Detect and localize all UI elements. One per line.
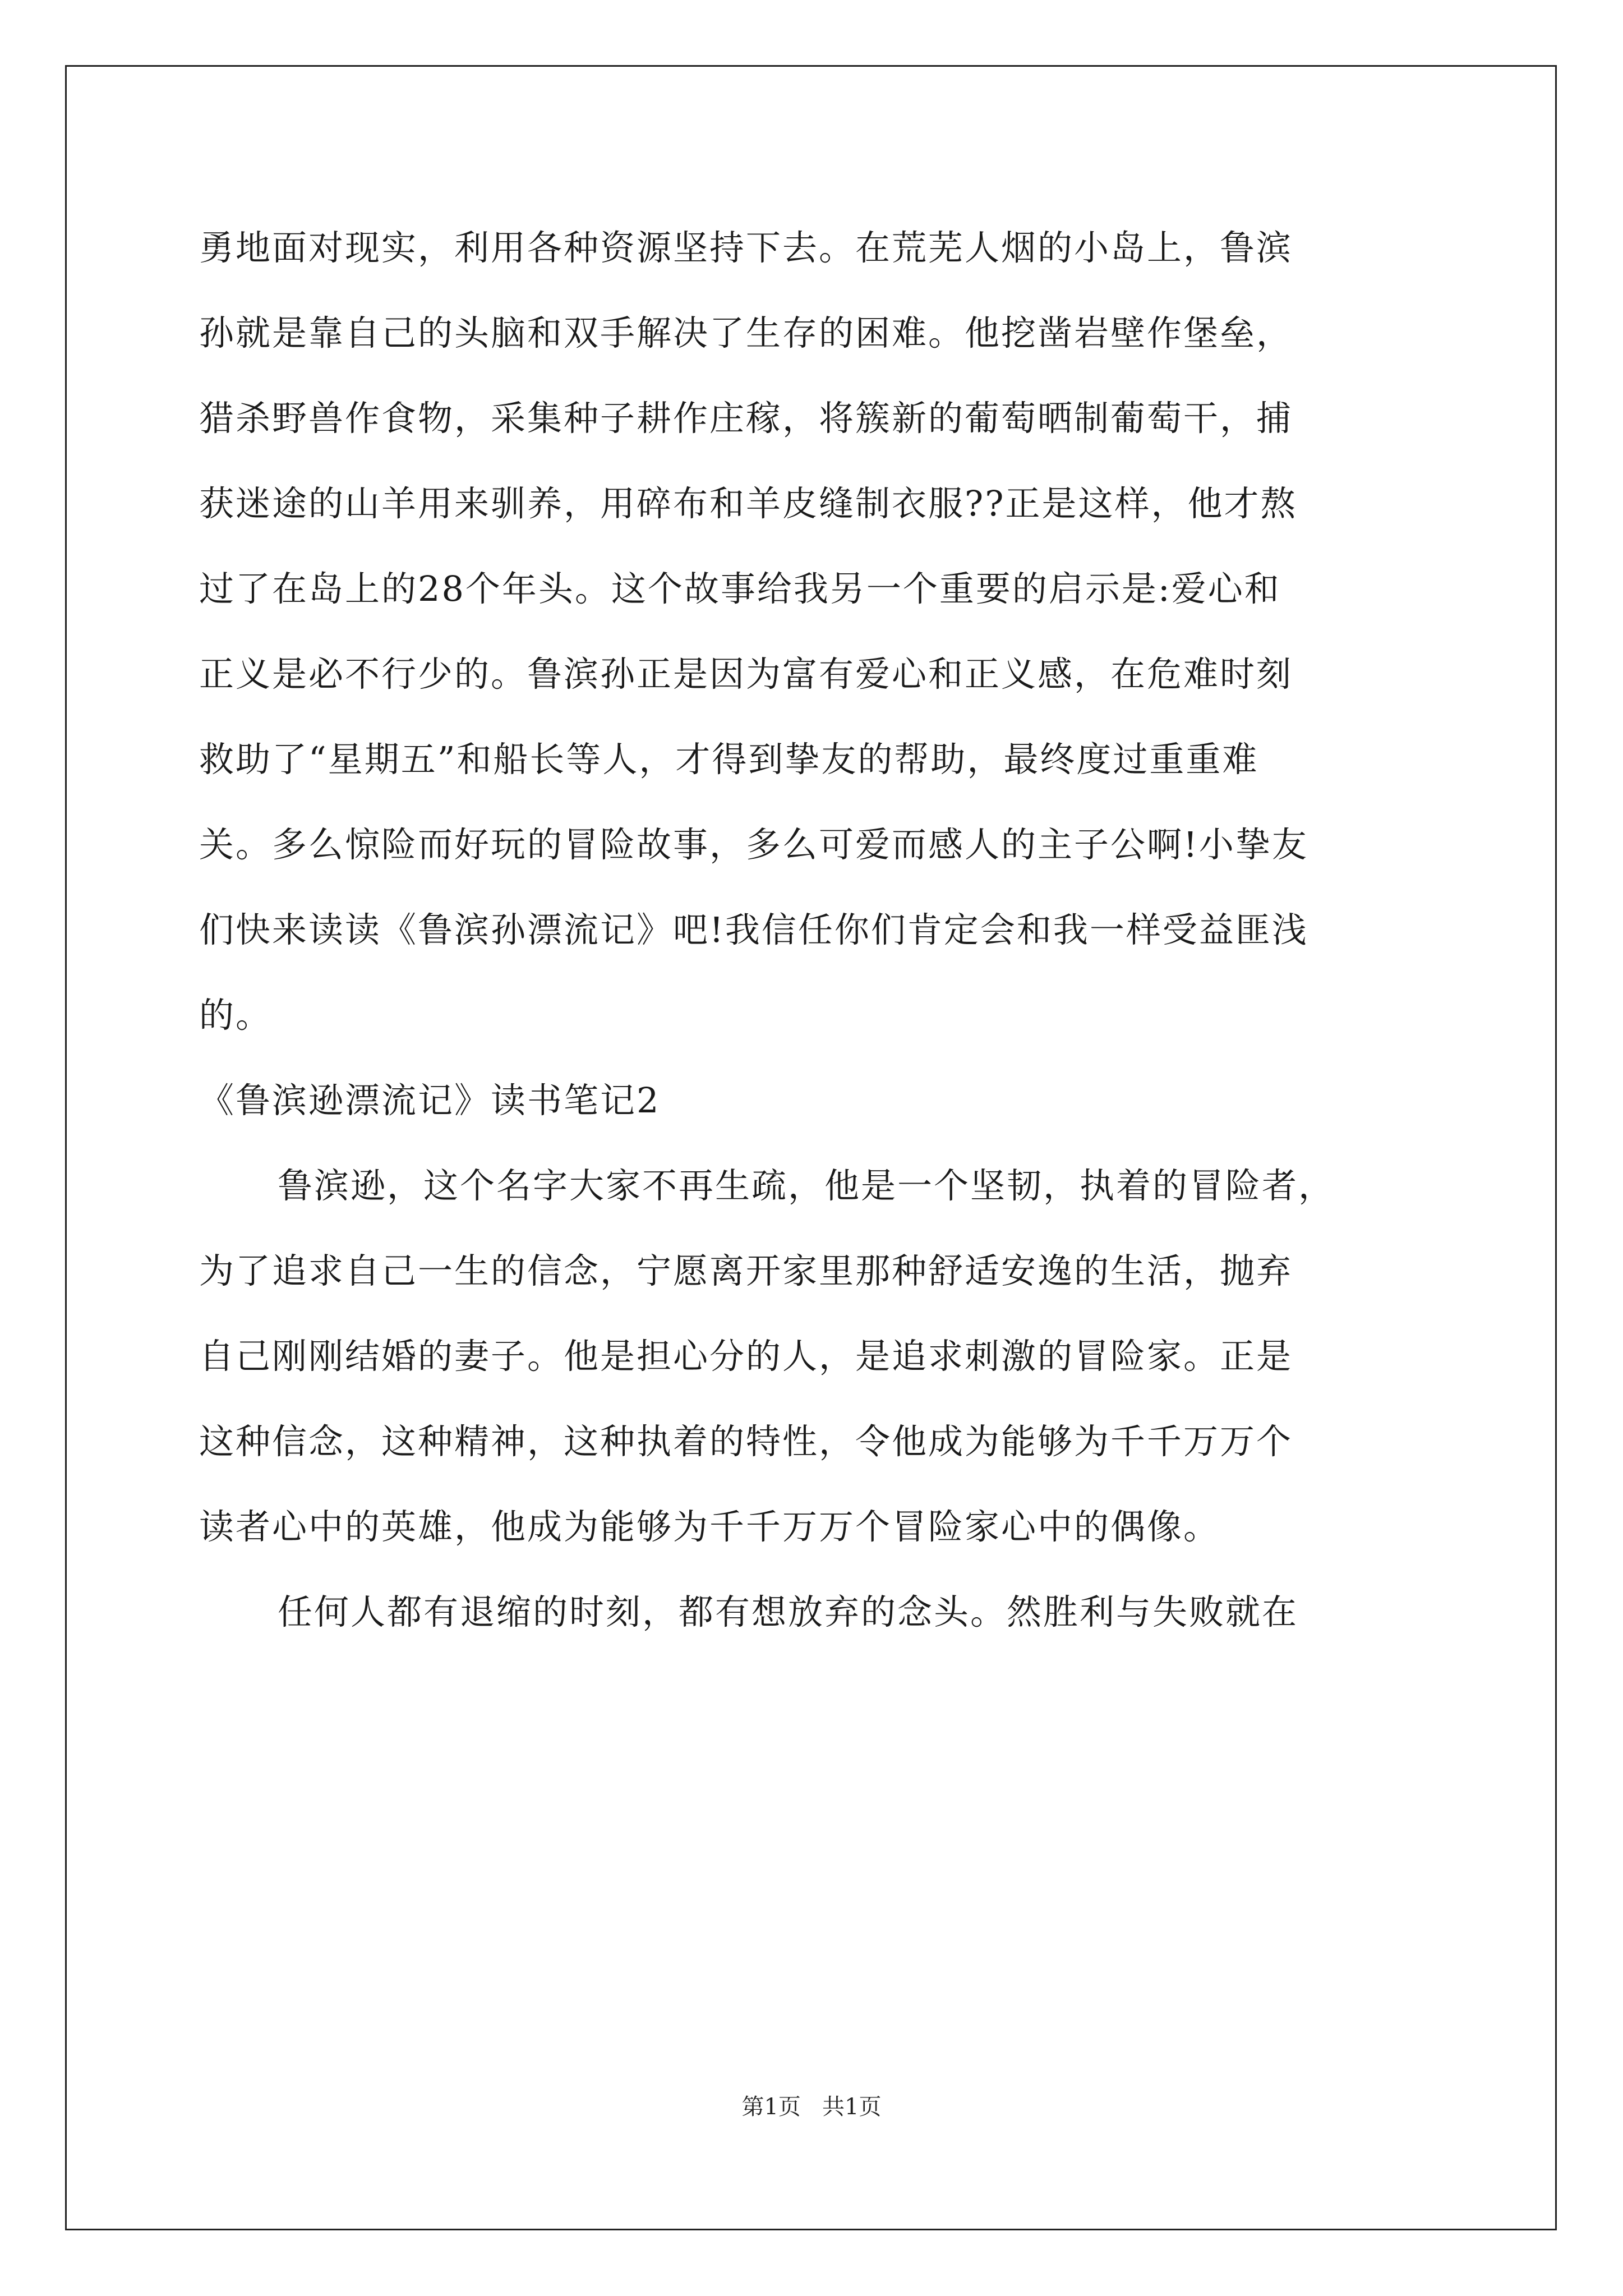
paragraph-line: 过了在岛上的28个年头。这个故事给我另一个重要的启示是:爱心和 [199, 568, 1281, 609]
paragraph-line: 的。 [199, 995, 273, 1036]
page-footer: 第1页 共1页 [741, 2094, 882, 2120]
paragraph-line: 救助了“星期五”和船长等人，才得到挚友的帮助，最终度过重重难 [199, 739, 1259, 780]
paragraph-line: 勇地面对现实，利用各种资源坚持下去。在荒芜人烟的小岛上，鲁滨 [199, 227, 1293, 268]
paragraph-line: 关。多么惊险而好玩的冒险故事，多么可爱而感人的主子公啊!小挚友 [199, 824, 1308, 865]
paragraph-line: 获迷途的山羊用来驯养，用碎布和羊皮缝制衣服??正是这样，他才熬 [199, 483, 1297, 524]
section-heading: 《鲁滨逊漂流记》读书笔记2 [199, 1080, 661, 1121]
paragraph-line: 孙就是靠自己的头脑和双手解决了生存的困难。他挖凿岩壁作堡垒， [199, 312, 1293, 353]
paragraph-line: 们快来读读《鲁滨孙漂流记》吧!我信任你们肯定会和我一样受益匪浅 [199, 909, 1308, 950]
paragraph-line: 读者心中的英雄，他成为能够为千千万万个冒险家心中的偶像。 [199, 1506, 1220, 1547]
page-border [65, 65, 1557, 2230]
paragraph-line: 猎杀野兽作食物，采集种子耕作庄稼，将簇新的葡萄晒制葡萄干，捕 [199, 398, 1293, 439]
paragraph-line: 任何人都有退缩的时刻，都有想放弃的念头。然胜利与失败就在 [278, 1591, 1299, 1632]
paragraph-line: 正义是必不行少的。鲁滨孙正是因为富有爱心和正义感，在危难时刻 [199, 654, 1293, 694]
paragraph-line: 为了追求自己一生的信念，宁愿离开家里那种舒适安逸的生活，抛弃 [199, 1250, 1293, 1291]
paragraph-line: 鲁滨逊，这个名字大家不再生疏，他是一个坚韧，执着的冒险者， [278, 1165, 1335, 1206]
paragraph-line: 这种信念，这种精神，这种执着的特性，令他成为能够为千千万万个 [199, 1421, 1293, 1462]
paragraph-line: 自己刚刚结婚的妻子。他是担心分的人，是追求刺激的冒险家。正是 [199, 1336, 1293, 1377]
